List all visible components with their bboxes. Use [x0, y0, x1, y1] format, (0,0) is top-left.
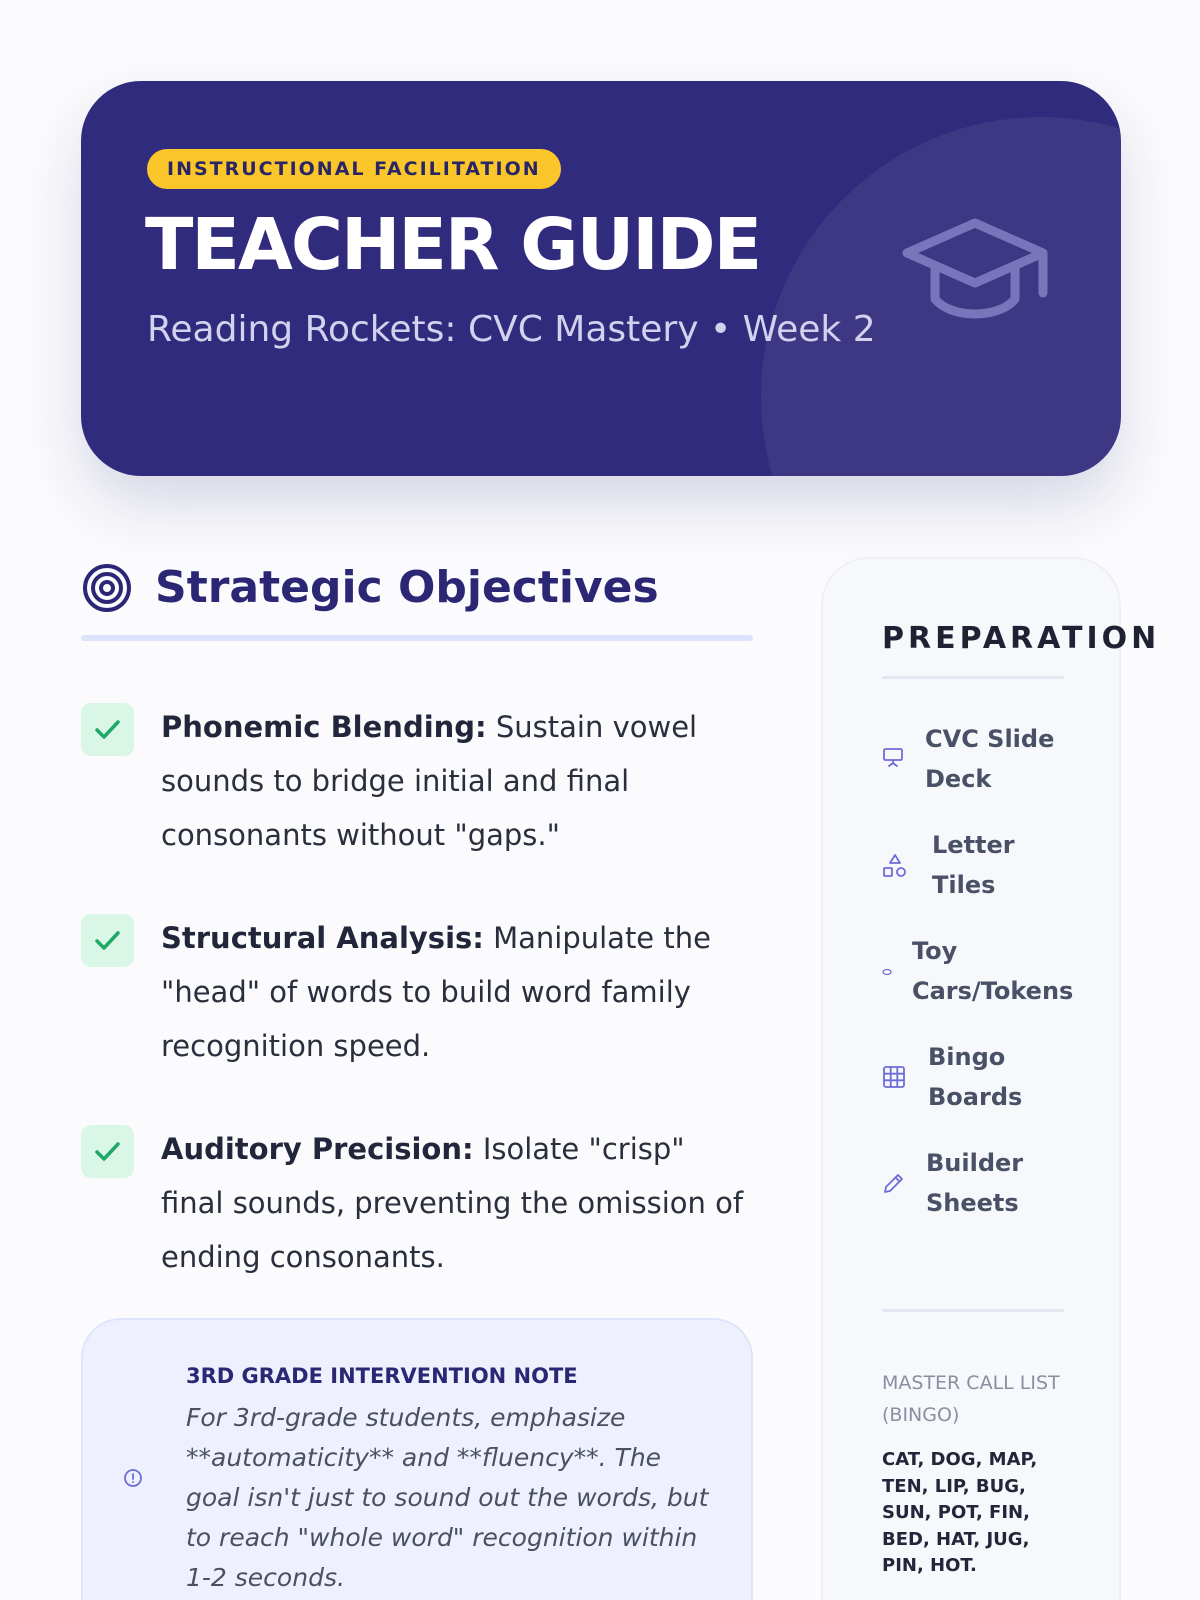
material-label: Bingo Boards	[928, 1043, 1023, 1111]
material-label: Builder Sheets	[926, 1149, 1024, 1217]
page-title: TEACHER GUIDE	[145, 203, 761, 286]
info-icon	[123, 1468, 143, 1488]
call-list-title: MASTER CALL LIST (BINGO)	[882, 1372, 1060, 1426]
objective-label: Auditory Precision:	[161, 1132, 474, 1166]
pencil-icon	[882, 1171, 906, 1195]
objective-description: Sustain vowel sounds to bridge initial and final consonants without "gaps."	[161, 710, 698, 852]
shapes-icon	[882, 853, 908, 879]
sidebar-divider	[882, 1309, 1064, 1312]
objective-item	[81, 911, 753, 1073]
objective-item	[81, 1122, 753, 1284]
presentation-icon	[882, 746, 904, 768]
material-label: Toy Cars/Tokens	[912, 937, 1074, 1005]
objective-description: Manipulate the "head" of words to build word family recognition speed.	[161, 921, 711, 1063]
header-banner	[81, 81, 1121, 476]
material-label: Letter Tiles	[932, 831, 1015, 899]
section-title: Strategic Objectives	[155, 562, 659, 613]
call-list-words: CAT, DOG, MAP, TEN, LIP, BUG, SUN, POT, FIN, BED, HAT, JUG, PIN, HOT.	[882, 1449, 1038, 1576]
token-icon	[882, 967, 892, 977]
material-label: CVC Slide Deck	[925, 725, 1055, 793]
section-divider	[81, 635, 753, 641]
preparation-title: PREPARATION	[882, 621, 1161, 656]
graduation-cap-icon	[901, 209, 1061, 339]
objective-text	[161, 700, 753, 862]
intervention-note	[81, 1318, 753, 1600]
objective-item	[81, 700, 753, 862]
target-icon	[81, 562, 133, 614]
objectives-header	[81, 558, 753, 642]
page-subtitle: Reading Rockets: CVC Mastery • Week 2	[147, 309, 876, 350]
objective-text	[161, 1122, 753, 1284]
objective-description: Isolate "crisp" final sounds, preventing the omission of ending consonants.	[161, 1132, 744, 1274]
note-body: For 3rd-grade students, emphasize **automaticity** and **fluency**. The goal isn't just to sound out the words, but to reach "whole word" recognition within 1-2 seconds.	[186, 1403, 709, 1592]
preparation-sidebar	[821, 557, 1161, 1600]
check-icon	[81, 914, 134, 967]
objectives-list	[81, 700, 753, 1333]
objective-text	[161, 911, 753, 1073]
objective-label: Structural Analysis:	[161, 921, 484, 955]
check-icon	[81, 1125, 134, 1178]
sidebar-divider	[882, 676, 1064, 679]
grid-icon	[882, 1065, 906, 1089]
category-badge: INSTRUCTIONAL FACILITATION	[147, 149, 561, 189]
check-icon	[81, 703, 134, 756]
note-title: 3RD GRADE INTERVENTION NOTE	[186, 1364, 578, 1388]
objective-label: Phonemic Blending:	[161, 710, 487, 744]
